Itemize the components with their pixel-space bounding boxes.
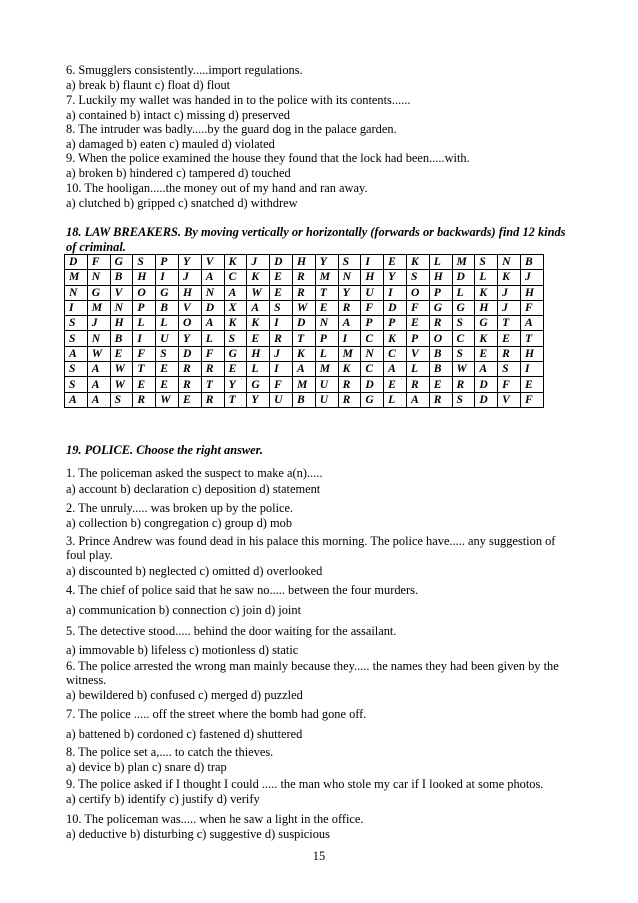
grid-cell: Y [178,331,201,346]
grid-cell: R [452,377,475,392]
grid-cell: R [270,331,293,346]
question-6: 6. Smugglers consistently.....import regulations. [66,63,303,77]
grid-cell: E [156,362,179,377]
grid-cell: I [270,362,293,377]
grid-cell: K [475,331,498,346]
page-number: 15 [312,849,326,863]
police-question-5: 5. The detective stood..... behind the door waiting for the assailant. [66,624,397,638]
grid-cell: F [498,377,521,392]
grid-cell: A [87,377,110,392]
grid-cell: A [475,362,498,377]
grid-cell: E [247,331,270,346]
grid-cell: H [110,316,133,331]
grid-cell: S [338,255,361,270]
grid-cell: T [292,331,315,346]
grid-cell: C [361,362,384,377]
grid-cell: R [406,377,429,392]
grid-cell: G [247,377,270,392]
grid-cell: R [498,346,521,361]
grid-cell: N [201,285,224,300]
grid-cell: S [452,316,475,331]
grid-cell: R [292,285,315,300]
grid-cell: S [452,392,475,407]
grid-cell: F [133,346,156,361]
grid-cell: A [65,392,88,407]
grid-cell: R [178,377,201,392]
grid-cell: I [133,331,156,346]
grid-cell: S [498,362,521,377]
grid-cell: J [270,346,293,361]
police-question-10: 10. The policeman was..... when he saw a light in the office. [66,812,364,826]
grid-cell: H [429,270,452,285]
grid-cell: A [520,316,543,331]
grid-cell: N [87,331,110,346]
police-answers-8: a) device b) plan c) snare d) trap [66,760,227,774]
grid-cell: B [110,331,133,346]
grid-cell: A [224,285,247,300]
grid-cell: P [406,331,429,346]
grid-cell: K [384,331,407,346]
grid-cell: R [133,392,156,407]
grid-cell: G [475,316,498,331]
police-question-3: 3. Prince Andrew was found dead in his palace this morning. The police have..... any suggestion of foul play. [66,534,556,562]
grid-row [65,285,544,300]
grid-cell: B [110,270,133,285]
grid-cell: V [178,300,201,315]
grid-cell: H [178,285,201,300]
grid-cell: S [270,300,293,315]
grid-cell: U [361,285,384,300]
grid-cell: J [498,300,521,315]
grid-cell: R [338,392,361,407]
grid-cell: R [429,316,452,331]
word-search-grid [64,254,544,408]
grid-cell: A [201,270,224,285]
grid-cell: B [292,392,315,407]
grid-cell: S [406,270,429,285]
grid-cell: U [270,392,293,407]
grid-cell: A [384,362,407,377]
grid-cell: L [384,392,407,407]
grid-cell: K [224,316,247,331]
police-question-1: 1. The policeman asked the suspect to make a(n)..... [66,466,323,480]
grid-cell: S [110,392,133,407]
grid-cell: A [247,300,270,315]
grid-cell: D [361,377,384,392]
grid-cell: Y [224,377,247,392]
grid-cell: S [452,346,475,361]
grid-cell: W [110,362,133,377]
grid-cell: M [87,300,110,315]
police-question-4: 4. The chief of police said that he saw no..... between the four murders. [66,583,419,597]
grid-cell: A [292,362,315,377]
grid-cell: L [315,346,338,361]
grid-cell: J [498,285,521,300]
grid-cell: O [133,285,156,300]
grid-cell: S [65,362,88,377]
grid-cell: K [498,270,521,285]
grid-cell: T [133,362,156,377]
grid-row [65,270,544,285]
grid-cell: F [270,377,293,392]
grid-cell: A [65,346,88,361]
grid-cell: C [452,331,475,346]
grid-cell: E [178,392,201,407]
grid-cell: T [520,331,543,346]
grid-cell: N [87,270,110,285]
grid-cell: E [498,331,521,346]
grid-cell: B [520,255,543,270]
grid-cell: I [270,316,293,331]
grid-cell: R [201,392,224,407]
grid-cell: P [315,331,338,346]
grid-cell: L [133,316,156,331]
police-question-2: 2. The unruly..... was broken up by the police. [66,501,294,515]
grid-cell: F [201,346,224,361]
grid-row [65,316,544,331]
grid-cell: D [178,346,201,361]
grid-cell: P [361,316,384,331]
grid-cell: E [110,346,133,361]
grid-cell: J [178,270,201,285]
grid-cell: H [475,300,498,315]
grid-cell: M [65,270,88,285]
grid-cell: S [65,331,88,346]
grid-cell: Y [178,255,201,270]
grid-cell: H [292,255,315,270]
grid-cell: K [292,346,315,361]
grid-row [65,331,544,346]
grid-cell: M [315,362,338,377]
grid-cell: Y [315,255,338,270]
police-answers-2: a) collection b) congregation c) group d) mob [66,516,293,530]
grid-cell: K [406,255,429,270]
grid-row [65,362,544,377]
grid-cell: E [224,362,247,377]
grid-cell: A [87,362,110,377]
question-8: 8. The intruder was badly.....by the guard dog in the palace garden. [66,122,397,136]
grid-cell: A [406,392,429,407]
police-question-7: 7. The police ..... off the street where the bomb had gone off. [66,707,367,721]
grid-cell: S [224,331,247,346]
police-question-9: 9. The police asked if I thought I could ..... the man who stole my car if I looked at some photos. [66,777,544,791]
grid-cell: M [452,255,475,270]
grid-cell: G [224,346,247,361]
grid-cell: D [452,270,475,285]
grid-cell: O [178,316,201,331]
grid-cell: L [247,362,270,377]
grid-cell: Y [338,285,361,300]
grid-cell: T [224,392,247,407]
grid-cell: E [520,377,543,392]
question-10: 10. The hooligan.....the money out of my hand and ran away. [66,181,368,195]
police-answers-5: a) immovable b) lifeless c) motionless d) static [66,643,299,657]
grid-cell: M [338,346,361,361]
grid-cell: T [315,285,338,300]
grid-cell: J [247,255,270,270]
grid-cell: U [156,331,179,346]
police-answers-3: a) discounted b) neglected c) omitted d) overlooked [66,564,323,578]
grid-cell: K [247,270,270,285]
question-7: 7. Luckily my wallet was handed in to the police with its contents...... [66,93,411,107]
grid-cell: E [384,255,407,270]
police-answers-1: a) account b) declaration c) deposition d) statement [66,482,321,496]
grid-cell: N [361,346,384,361]
grid-cell: O [406,285,429,300]
grid-cell: S [65,377,88,392]
grid-cell: I [65,300,88,315]
grid-cell: R [429,392,452,407]
grid-cell: R [201,362,224,377]
grid-cell: B [429,346,452,361]
grid-cell: K [338,362,361,377]
grid-cell: H [520,346,543,361]
grid-cell: E [475,346,498,361]
grid-cell: F [361,300,384,315]
grid-row [65,346,544,361]
answers-6: a) break b) flaunt c) float d) flout [66,78,231,92]
grid-cell: D [65,255,88,270]
grid-cell: L [475,270,498,285]
grid-cell: K [247,316,270,331]
grid-cell: H [520,285,543,300]
grid-cell: B [429,362,452,377]
police-heading: 19. POLICE. Choose the right answer. [66,443,263,457]
grid-cell: B [156,300,179,315]
grid-cell: L [201,331,224,346]
grid-cell: S [133,255,156,270]
grid-cell: E [156,377,179,392]
police-question-8: 8. The police set a,.... to catch the thieves. [66,745,274,759]
grid-cell: P [384,316,407,331]
grid-cell: Y [384,270,407,285]
grid-cell: J [520,270,543,285]
grid-cell: W [292,300,315,315]
grid-cell: L [406,362,429,377]
grid-cell: U [315,377,338,392]
grid-cell: N [110,300,133,315]
grid-cell: V [498,392,521,407]
grid-cell: M [315,270,338,285]
grid-cell: D [475,377,498,392]
law-breakers-heading: 18. LAW BREAKERS. By moving vertically or horizontally (forwards or backwards) find 12 kinds of criminal. [66,225,566,254]
answers-10: a) clutched b) gripped c) snatched d) withdrew [66,196,298,210]
grid-cell: K [224,255,247,270]
police-answers-4: a) communication b) connection c) join d) joint [66,603,302,617]
grid-cell: R [292,270,315,285]
grid-cell: C [361,331,384,346]
grid-cell: I [338,331,361,346]
grid-cell: E [133,377,156,392]
grid-cell: E [270,270,293,285]
grid-cell: A [201,316,224,331]
police-answers-9: a) certify b) identify c) justify d) verify [66,792,260,806]
grid-cell: G [110,255,133,270]
grid-cell: W [110,377,133,392]
grid-row [65,300,544,315]
grid-cell: H [361,270,384,285]
grid-cell: W [452,362,475,377]
grid-cell: R [338,377,361,392]
grid-cell: E [270,285,293,300]
grid-cell: S [156,346,179,361]
grid-cell: A [87,392,110,407]
grid-cell: D [292,316,315,331]
grid-cell: E [429,377,452,392]
grid-cell: I [361,255,384,270]
police-answers-10: a) deductive b) disturbing c) suggestive d) suspicious [66,827,330,841]
police-answers-6: a) bewildered b) confused c) merged d) puzzled [66,688,303,702]
grid-cell: F [406,300,429,315]
grid-cell: F [520,300,543,315]
grid-cell: R [178,362,201,377]
grid-cell: P [156,255,179,270]
grid-cell: J [87,316,110,331]
grid-row [65,392,544,407]
grid-cell: X [224,300,247,315]
grid-cell: P [429,285,452,300]
grid-cell: H [133,270,156,285]
grid-cell: R [338,300,361,315]
grid-cell: S [475,255,498,270]
grid-cell: G [87,285,110,300]
grid-cell: D [270,255,293,270]
answers-9: a) broken b) hindered c) tampered d) touched [66,166,291,180]
question-9: 9. When the police examined the house they found that the lock had been.....with. [66,151,470,165]
grid-cell: I [384,285,407,300]
grid-cell: K [475,285,498,300]
grid-cell: C [224,270,247,285]
grid-cell: H [247,346,270,361]
grid-cell: W [87,346,110,361]
grid-cell: D [201,300,224,315]
grid-cell: M [292,377,315,392]
grid-cell: N [498,255,521,270]
grid-cell: F [87,255,110,270]
grid-row [65,377,544,392]
grid-cell: L [429,255,452,270]
police-question-6: 6. The police arrested the wrong man mainly because they..... the names they had been given by the witness. [66,659,559,687]
grid-cell: W [247,285,270,300]
grid-cell: F [520,392,543,407]
grid-cell: E [384,377,407,392]
grid-cell: L [156,316,179,331]
grid-cell: V [406,346,429,361]
grid-cell: D [475,392,498,407]
police-answers-7: a) battened b) cordoned c) fastened d) shuttered [66,727,303,741]
grid-cell: I [156,270,179,285]
answers-8: a) damaged b) eaten c) mauled d) violated [66,137,275,151]
grid-cell: Y [247,392,270,407]
grid-cell: L [452,285,475,300]
grid-cell: C [384,346,407,361]
grid-cell: G [156,285,179,300]
grid-cell: D [384,300,407,315]
grid-cell: O [429,331,452,346]
grid-row [65,255,544,270]
grid-cell: P [133,300,156,315]
grid-cell: G [429,300,452,315]
grid-cell: N [315,316,338,331]
grid-cell: G [361,392,384,407]
grid-cell: T [498,316,521,331]
grid-cell: I [520,362,543,377]
grid-cell: S [65,316,88,331]
grid-cell: V [110,285,133,300]
grid-cell: W [156,392,179,407]
grid-cell: E [315,300,338,315]
grid-cell: G [452,300,475,315]
grid-cell: A [338,316,361,331]
grid-cell: E [406,316,429,331]
answers-7: a) contained b) intact c) missing d) preserved [66,108,290,122]
grid-cell: V [201,255,224,270]
grid-cell: N [338,270,361,285]
grid-cell: U [315,392,338,407]
grid-cell: T [201,377,224,392]
grid-cell: N [65,285,88,300]
